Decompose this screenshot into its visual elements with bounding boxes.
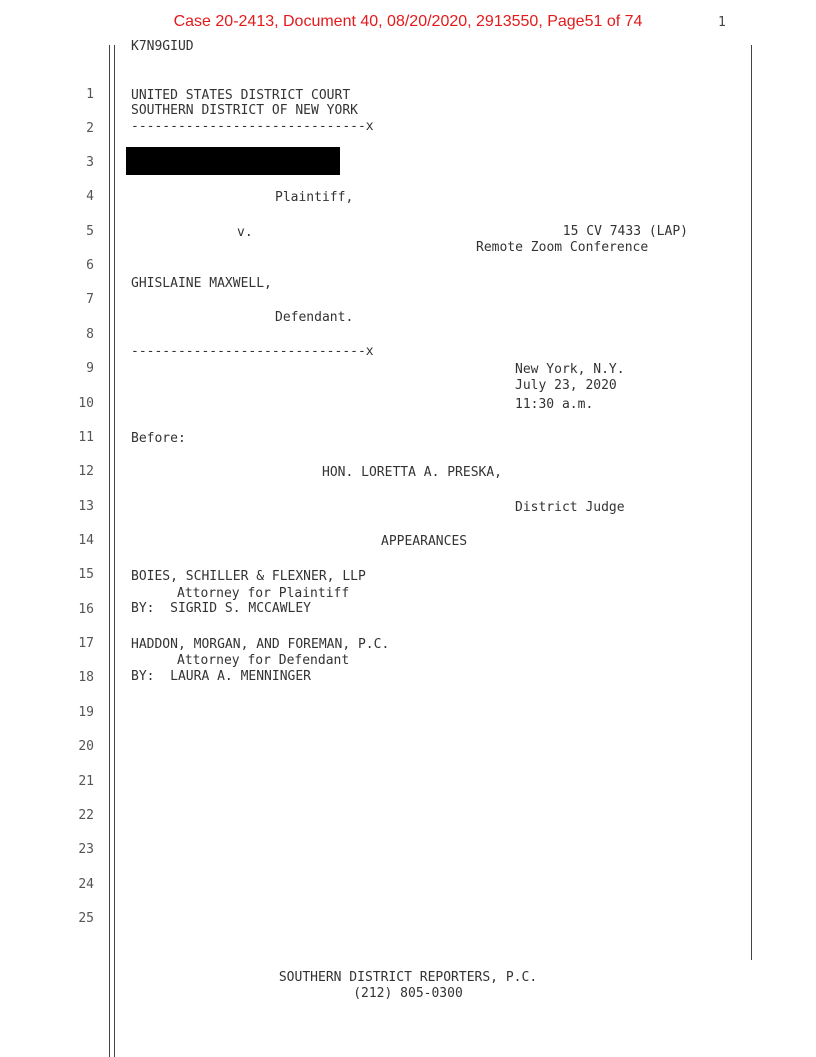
court-district: SOUTHERN DISTRICT OF NEW YORK [131,103,358,118]
line-number: 13 [78,499,94,514]
defendant-attorney: BY: LAURA A. MENNINGER [131,669,312,684]
before-label: Before: [131,431,186,446]
line-number: 25 [78,911,94,926]
line-number: 17 [78,636,94,651]
line-number: 10 [78,396,94,411]
line-number: 3 [86,155,94,170]
line-number: 12 [78,464,94,479]
line-number: 7 [86,292,94,307]
case-number: 15 CV 7433 (LAP) [562,224,688,239]
line-number: 1 [86,87,94,102]
hearing-location: New York, N.Y. [515,362,625,377]
line-number: 18 [78,670,94,685]
caption-separator-top: ------------------------------x [131,119,374,134]
judge-title: District Judge [515,500,625,515]
defendant-firm-role: Attorney for Defendant [177,653,350,668]
defendant-label: Defendant. [275,310,354,325]
plaintiff-firm: BOIES, SCHILLER & FLEXNER, LLP [131,569,366,584]
footer-reporter: SOUTHERN DISTRICT REPORTERS, P.C. [278,970,538,985]
line-number: 16 [78,602,94,617]
appearances-heading: APPEARANCES [381,534,468,549]
line-number: 20 [78,739,94,754]
left-margin-rule-outer [109,45,110,1057]
footer-phone: (212) 805-0300 [353,986,463,1001]
line-number: 2 [86,121,94,136]
line-number: 24 [78,877,94,892]
court-name: UNITED STATES DISTRICT COURT [131,88,351,103]
plaintiff-attorney: BY: SIGRID S. MCCAWLEY [131,601,312,616]
line-number: 4 [86,189,94,204]
versus-label: v. [237,225,253,240]
line-number: 15 [78,567,94,582]
plaintiff-label: Plaintiff, [275,190,354,205]
line-number: 22 [78,808,94,823]
page-number: 1 [718,15,726,30]
left-margin-rule-inner [114,45,115,1057]
case-header-stamp: Case 20-2413, Document 40, 08/20/2020, 2913550, Page51 of 74 [173,13,643,30]
defendant-name: GHISLAINE MAXWELL, [131,276,272,291]
line-number: 11 [78,430,94,445]
document-code: K7N9GIUD [131,39,194,54]
judge-name: HON. LORETTA A. PRESKA, [322,465,503,480]
line-number: 9 [86,361,94,376]
line-number: 14 [78,533,94,548]
line-number: 8 [86,327,94,342]
conference-type: Remote Zoom Conference [476,240,649,255]
line-number: 19 [78,705,94,720]
line-number: 5 [86,224,94,239]
hearing-date: July 23, 2020 [515,378,617,393]
line-number: 23 [78,842,94,857]
defendant-firm: HADDON, MORGAN, AND FOREMAN, P.C. [131,637,390,652]
caption-separator-bottom: ------------------------------x [131,344,374,359]
plaintiff-firm-role: Attorney for Plaintiff [177,586,350,601]
right-margin-rule [751,45,752,960]
redaction-box [126,147,340,175]
line-number: 6 [86,258,94,273]
hearing-time: 11:30 a.m. [515,397,594,412]
line-number: 21 [78,774,94,789]
